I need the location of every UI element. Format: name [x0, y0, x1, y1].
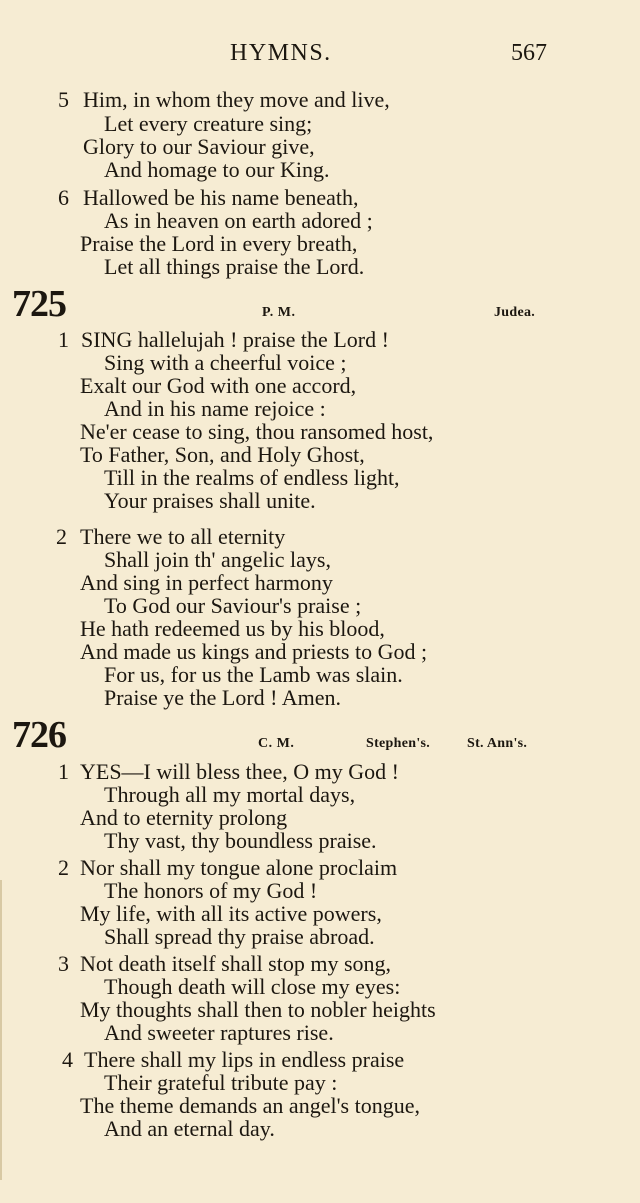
verse-line: And to eternity prolong — [80, 805, 288, 830]
verse-line: To God our Saviour's praise ; — [104, 593, 362, 618]
verse-line: Till in the realms of endless light, — [104, 465, 400, 490]
page-number: 567 — [511, 40, 547, 66]
hymn-number: 725 — [12, 283, 66, 325]
hymn-tune: St. Ann's. — [467, 736, 528, 751]
verse-line: The theme demands an angel's tongue, — [80, 1093, 420, 1118]
verse-line: There we to all eternity — [80, 524, 286, 549]
verse-line: And homage to our King. — [104, 157, 330, 182]
verse-number: 5 — [58, 87, 69, 112]
hymn-tune: Stephen's. — [366, 736, 431, 751]
verse-line: As in heaven on earth adored ; — [104, 208, 373, 233]
hymn-tune: Judea. — [494, 305, 536, 320]
verse-line: Let all things praise the Lord. — [104, 254, 365, 279]
verse-line: For us, for us the Lamb was slain. — [104, 662, 403, 687]
verse-line: YES—I will bless thee, O my God ! — [80, 759, 399, 784]
verse-number: 4 — [62, 1047, 73, 1072]
verse-line: Him, in whom they move and live, — [83, 87, 390, 112]
verse-line: There shall my lips in endless praise — [84, 1047, 405, 1072]
verse-line: And in his name rejoice : — [104, 396, 326, 421]
verse-line: Their grateful tribute pay : — [104, 1070, 338, 1095]
verse-number: 6 — [58, 185, 69, 210]
verse-number: 2 — [56, 524, 67, 549]
verse-line: My life, with all its active powers, — [80, 901, 382, 926]
verse-line: Shall join th' angelic lays, — [104, 547, 331, 572]
hymn-number: 726 — [12, 714, 66, 756]
verse-line: Your praises shall unite. — [104, 488, 316, 513]
verse-line: Shall spread thy praise abroad. — [104, 924, 375, 949]
verse-number: 3 — [58, 951, 69, 976]
verse-line: And sweeter raptures rise. — [104, 1020, 334, 1045]
verse-line: My thoughts shall then to nobler heights — [80, 997, 436, 1022]
verse-line: Thy vast, thy boundless praise. — [104, 828, 377, 853]
verse-line: Ne'er cease to sing, thou ransomed host, — [80, 419, 434, 444]
verse-line: Sing with a cheerful voice ; — [104, 350, 347, 375]
verse-line: Glory to our Saviour give, — [83, 134, 315, 159]
verse-number: 1 — [58, 327, 69, 352]
verse-line: And an eternal day. — [104, 1116, 275, 1141]
verse-line: Though death will close my eyes: — [104, 974, 401, 999]
verse-line: Let every creature sing; — [104, 111, 313, 136]
verse-line: And sing in perfect harmony — [80, 570, 333, 595]
verse-line: SING hallelujah ! praise the Lord ! — [81, 327, 389, 352]
verse-line: Praise the Lord in every breath, — [80, 231, 358, 256]
page-edge-shadow — [0, 880, 2, 1180]
verse-line: Hallowed be his name beneath, — [83, 185, 359, 210]
verse-line: The honors of my God ! — [104, 878, 318, 903]
verse-line: Nor shall my tongue alone proclaim — [80, 855, 398, 880]
verse-line: Through all my mortal days, — [104, 782, 356, 807]
verse-line: Not death itself shall stop my song, — [80, 951, 392, 976]
verse-number: 1 — [58, 759, 69, 784]
verse-line: And made us kings and priests to God ; — [80, 639, 428, 664]
verse-line: Praise ye the Lord ! Amen. — [104, 685, 342, 710]
verse-line: He hath redeemed us by his blood, — [80, 616, 385, 641]
verse-line: Exalt our God with one accord, — [80, 373, 357, 398]
hymn-meter: C. M. — [258, 736, 295, 751]
verse-line: To Father, Son, and Holy Ghost, — [80, 442, 365, 467]
running-header: HYMNS. — [230, 40, 332, 66]
hymn-meter: P. M. — [262, 305, 296, 320]
verse-number: 2 — [58, 855, 69, 880]
